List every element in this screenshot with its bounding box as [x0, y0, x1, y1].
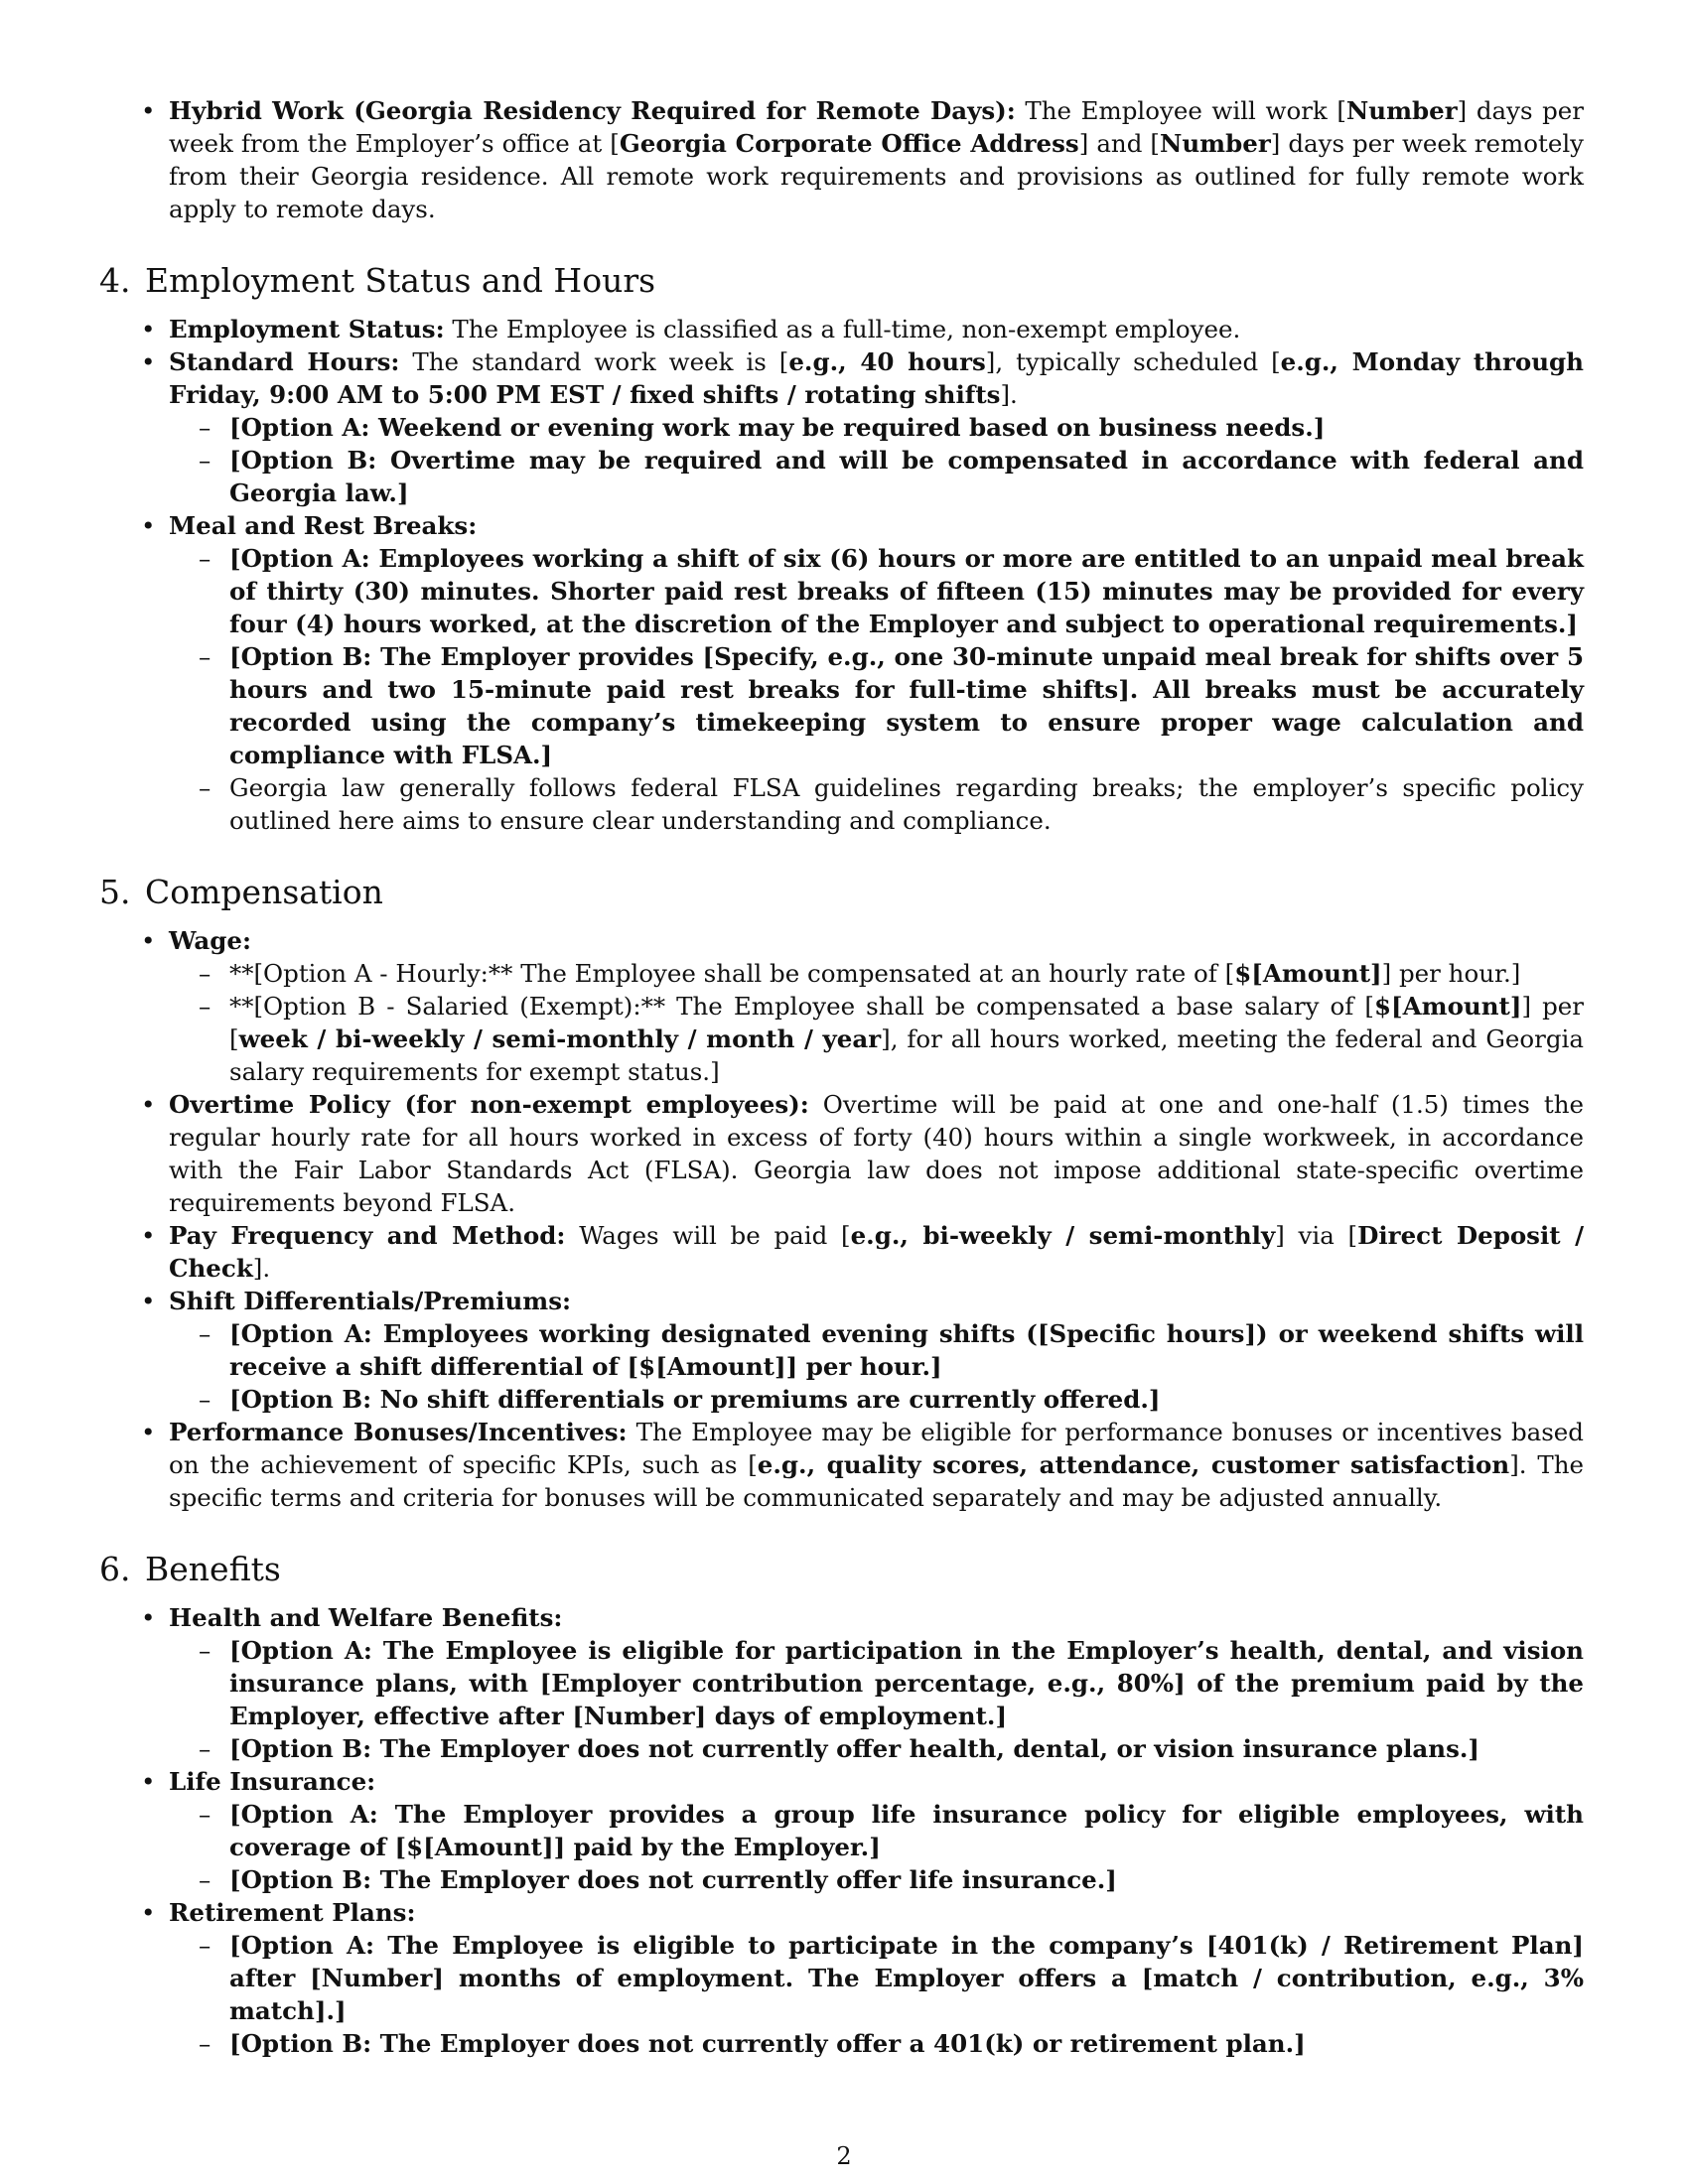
- retirement-option-a: – [Option A: The Employee is eligible to participate in the company’s [401(k) / Retirement Plan] after [Number] months of employment. The Employer offers a [match / contribution, e.g., 3% match].]: [229, 1929, 1584, 2027]
- wage-option-b: – **[Option B - Salaried (Exempt):** The Employee shall be compensated a base salary of [$[Amount]] per [week / bi-weekly / semi-monthly / month / year], for all hours worked, meeting the federal and Georgia salary requirements for exempt status.]: [229, 990, 1584, 1088]
- shift-option-a: – [Option A: Employees working designated evening shifts ([Specific hours]) or weekend shifts will receive a shift differential of [$[Amount]] per hour.]: [229, 1317, 1584, 1383]
- retirement-option-b: – [Option B: The Employer does not currently offer a 401(k) or retirement plan.]: [229, 2027, 1584, 2060]
- section-4-heading: 4. Employment Status and Hours: [99, 261, 656, 300]
- health-benefits-item: • Health and Welfare Benefits: – [Option A: The Employee is eligible for participation in the Employer’s health, dental, and vision insurance plans, with [Employer contribution percentage, e.g., 80%] of the premium paid by the Employer, effective after [Number] days of employment.] – [Option B: The Employer does not currently offer health, dental, or vision insurance plans.]: [169, 1601, 1584, 1765]
- meal-breaks-item: • Meal and Rest Breaks: – [Option A: Employees working a shift of six (6) hours or more are entitled to an unpaid meal break of thirty (30) minutes. Shorter paid rest breaks of fifteen (15) minutes may be provided for every four (4) hours worked, at the discretion of the Employer and subject to operational requirements.] – [Option B: The Employer provides [Specify, e.g., one 30-minute unpaid meal break for shifts over 5 hours and two 15-minute paid rest breaks for full-time shifts]. All breaks must be accurately recorded using the company’s timekeeping system to ensure proper wage calculation and compliance with FLSA.] – Georgia law generally follows federal FLSA guidelines regarding breaks; the employer’s specific policy outlined here aims to ensure clear understanding and compliance.: [169, 509, 1584, 837]
- standard-hours-item: • Standard Hours: The standard work week is [e.g., 40 hours], typically scheduled [e.g., Monday through Friday, 9:00 AM to 5:00 PM EST / fixed shifts / rotating shifts]. – [Option A: Weekend or evening work may be required based on business needs.] – [Option B: Overtime may be required and will be compensated in accordance with federal and Georgia law.]: [169, 345, 1584, 509]
- meal-note: – Georgia law generally follows federal FLSA guidelines regarding breaks; the employer’s specific policy outlined here aims to ensure clear understanding and compliance.: [229, 771, 1584, 837]
- employment-status-item: • Employment Status: The Employee is classified as a full-time, non-exempt employee.: [169, 313, 1584, 345]
- section-5-list: [99, 924, 1584, 1514]
- health-option-b: – [Option B: The Employer does not currently offer health, dental, or vision insurance plans.]: [229, 1732, 1584, 1765]
- section-4-list: [99, 313, 1584, 837]
- life-option-b: – [Option B: The Employer does not currently offer life insurance.]: [229, 1863, 1584, 1896]
- hybrid-work-list: [99, 94, 1584, 225]
- pay-frequency-item: • Pay Frequency and Method: Wages will be paid [e.g., bi-weekly / semi-monthly] via [Direct Deposit / Check].: [169, 1219, 1584, 1285]
- section-6-list: [99, 1601, 1584, 2060]
- life-insurance-item: • Life Insurance: – [Option A: The Employer provides a group life insurance policy for eligible employees, with coverage of [$[Amount]] paid by the Employer.] – [Option B: The Employer does not currently offer life insurance.]: [169, 1765, 1584, 1896]
- hours-option-b: – [Option B: Overtime may be required and will be compensated in accordance with federal and Georgia law.]: [229, 444, 1584, 509]
- bonuses-item: • Performance Bonuses/Incentives: The Employee may be eligible for performance bonuses or incentives based on the achievement of specific KPIs, such as [e.g., quality scores, attendance, customer satisfaction]. The specific terms and criteria for bonuses will be communicated separately and may be adjusted annually.: [169, 1416, 1584, 1514]
- hours-option-a: – [Option A: Weekend or evening work may be required based on business needs.]: [229, 411, 1584, 444]
- section-6-heading: 6. Benefits: [99, 1550, 281, 1588]
- shift-differentials-item: • Shift Differentials/Premiums: – [Option A: Employees working designated evening shifts ([Specific hours]) or weekend shifts will receive a shift differential of [$[Amount]] per hour.] – [Option B: No shift differentials or premiums are currently offered.]: [169, 1285, 1584, 1416]
- life-option-a: – [Option A: The Employer provides a group life insurance policy for eligible employees, with coverage of [$[Amount]] paid by the Employer.]: [229, 1798, 1584, 1863]
- overtime-item: • Overtime Policy (for non-exempt employees): Overtime will be paid at one and one-half (1.5) times the regular hourly rate for all hours worked in excess of forty (40) hours within a single workweek, in accordance with the Fair Labor Standards Act (FLSA). Georgia law does not impose additional state-specific overtime requirements beyond FLSA.: [169, 1088, 1584, 1219]
- meal-option-a: – [Option A: Employees working a shift of six (6) hours or more are entitled to an unpaid meal break of thirty (30) minutes. Shorter paid rest breaks of fifteen (15) minutes may be provided for every four (4) hours worked, at the discretion of the Employer and subject to operational requirements.]: [229, 542, 1584, 640]
- hybrid-work-item: • Hybrid Work (Georgia Residency Required for Remote Days): The Employee will work [Number] days per week from the Employer’s office at [Georgia Corporate Office Address] and [Number] days per week remotely from their Georgia residence. All remote work requirements and provisions as outlined for fully remote work apply to remote days.: [169, 94, 1584, 225]
- wage-item: • Wage: – **[Option A - Hourly:** The Employee shall be compensated at an hourly rate of [$[Amount]] per hour.] – **[Option B - Salaried (Exempt):** The Employee shall be compensated a base salary of [$[Amount]] per [week / bi-weekly / semi-monthly / month / year], for all hours worked, meeting the federal and Georgia salary requirements for exempt status.]: [169, 924, 1584, 1088]
- retirement-plans-item: • Retirement Plans: – [Option A: The Employee is eligible to participate in the company’s [401(k) / Retirement Plan] after [Number] months of employment. The Employer offers a [match / contribution, e.g., 3% match].] – [Option B: The Employer does not currently offer a 401(k) or retirement plan.]: [169, 1896, 1584, 2060]
- section-5-heading: 5. Compensation: [99, 873, 383, 911]
- health-option-a: – [Option A: The Employee is eligible for participation in the Employer’s health, dental, and vision insurance plans, with [Employer contribution percentage, e.g., 80%] of the premium paid by the Employer, effective after [Number] days of employment.]: [229, 1634, 1584, 1732]
- shift-option-b: – [Option B: No shift differentials or premiums are currently offered.]: [229, 1383, 1584, 1416]
- meal-option-b: – [Option B: The Employer provides [Specify, e.g., one 30-minute unpaid meal break for shifts over 5 hours and two 15-minute paid rest breaks for full-time shifts]. All breaks must be accurately recorded using the company’s timekeeping system to ensure proper wage calculation and compliance with FLSA.]: [229, 640, 1584, 771]
- wage-option-a: – **[Option A - Hourly:** The Employee shall be compensated at an hourly rate of [$[Amount]] per hour.]: [229, 957, 1584, 990]
- page-number: 2: [836, 2142, 852, 2170]
